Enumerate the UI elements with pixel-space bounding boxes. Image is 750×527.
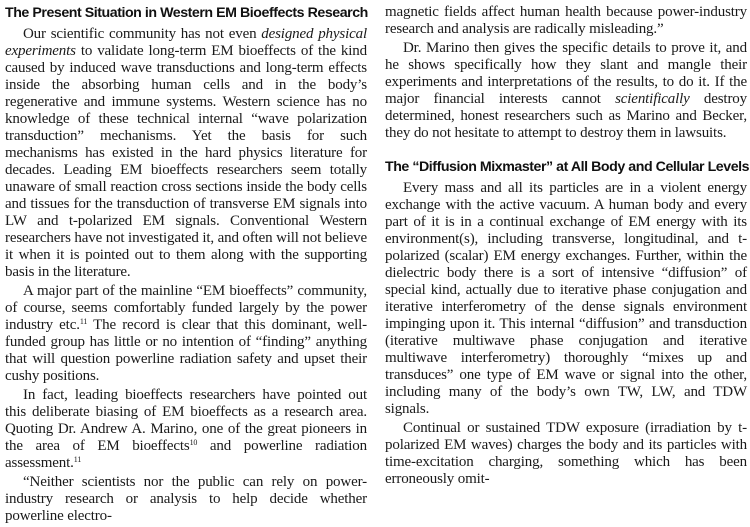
paragraph [5, 283, 367, 385]
text-run: Dr. Marino then gives the specific details to prove it, and he shows specifically how they slant and mangle their experiments and interpretations of the results, to do it. If the major financial interests cannot [385, 40, 747, 107]
section-heading-present-situation: The Present Situation in Western EM Bioeffects Research [5, 5, 368, 21]
text-run: Continual or sustained TDW exposure (irradiation by t-polarized EM waves) charges the body and its particles with time-excitation charging, something which has been erroneously omit- [385, 420, 747, 487]
footnote-ref: 11 [79, 317, 88, 326]
text-run: In fact, leading bioeffects researchers have pointed out this deliberate biasing of EM bioeffects as a research area. Quoting Dr. Andrew A. Marino, one of the great pioneers in the area of EM bioeffects [5, 387, 367, 454]
paragraph [385, 4, 747, 38]
text-run: magnetic fields affect human health because power-industry research and analysis are radically misleading.” [385, 4, 747, 37]
paragraph [385, 180, 747, 418]
text-run: Our scientific community has not even [23, 26, 262, 42]
paragraph [385, 40, 747, 142]
paragraph [5, 26, 367, 281]
paragraph [5, 474, 367, 525]
right-top-paragraphs [385, 4, 747, 142]
text-run: A major part of the mainline “EM bioeffects” community, of course, seems comfortably funded largely by the power industry etc. [5, 283, 367, 333]
footnote-ref: 10 [189, 438, 198, 447]
italic-text: scientifically [615, 91, 690, 107]
text-run: and powerline radiation assessment. [5, 438, 368, 471]
text-run: to validate long-term EM bioeffects of the kind caused by induced wave transductions and long-term effects inside the absorbing human cells and in the body’s regenerative and immune systems. Western science has no knowledge of these technical internal “wave polarization transduction” mechanisms. Yet the basis for such mechanisms has existed in the hard physics literature for decades. Leading EM bioeffects researchers seem totally unaware of small reaction cross sections inside the body cells and tissues for the transduction of transverse EM signals into LW and t-polarized EM signals. Conventional Western researchers have not investigated it, and often will not believe it when it is pointed out to them along with the supporting basis in the literature. [5, 43, 367, 280]
paragraph [5, 387, 367, 472]
right-column [385, 4, 750, 490]
italic-text: designed physical experiments [5, 26, 367, 59]
right-paragraphs [385, 180, 747, 488]
section-heading-diffusion-mixmaster: The “Diffusion Mixmaster” at All Body and Cellular Levels [385, 159, 750, 175]
text-run: “Neither scientists nor the public can rely on power-industry research or analysis to help decide whether powerline electro- [5, 474, 367, 524]
left-paragraphs [5, 26, 367, 525]
text-run: The record is clear that this dominant, well-funded group has little or no intention of “finding” anything that will question powerline radiation safety and upset their cushy positions. [5, 317, 368, 384]
text-run: destroy determined, honest researchers such as Marino and Becker, they do not hesitate to attempt to destroy them in lawsuits. [385, 91, 747, 141]
paragraph [385, 420, 747, 488]
footnote-ref: 11 [73, 455, 82, 464]
left-column [5, 4, 367, 527]
text-run: Every mass and all its particles are in a violent energy exchange with the active vacuum. A human body and every part of it is in a continual exchange of EM energy with its environment(s), including transverse, longitudinal, and t-polarized (scalar) EM energy exchanges. Further, within the dielectric body there is a sort of intensive “diffusion” of special kind, actually due to iterative phase conjugation and iterative interferometry of the dense signals environment impinging upon it. This internal “diffusion” and transduction (iterative multiwave phase conjugation and iterative multiwave interferometry) thoroughly “mixes up and transduces” one type of EM wave or signal into the other, including many of the body’s own TW, LW, and TDW signals. [385, 180, 747, 417]
